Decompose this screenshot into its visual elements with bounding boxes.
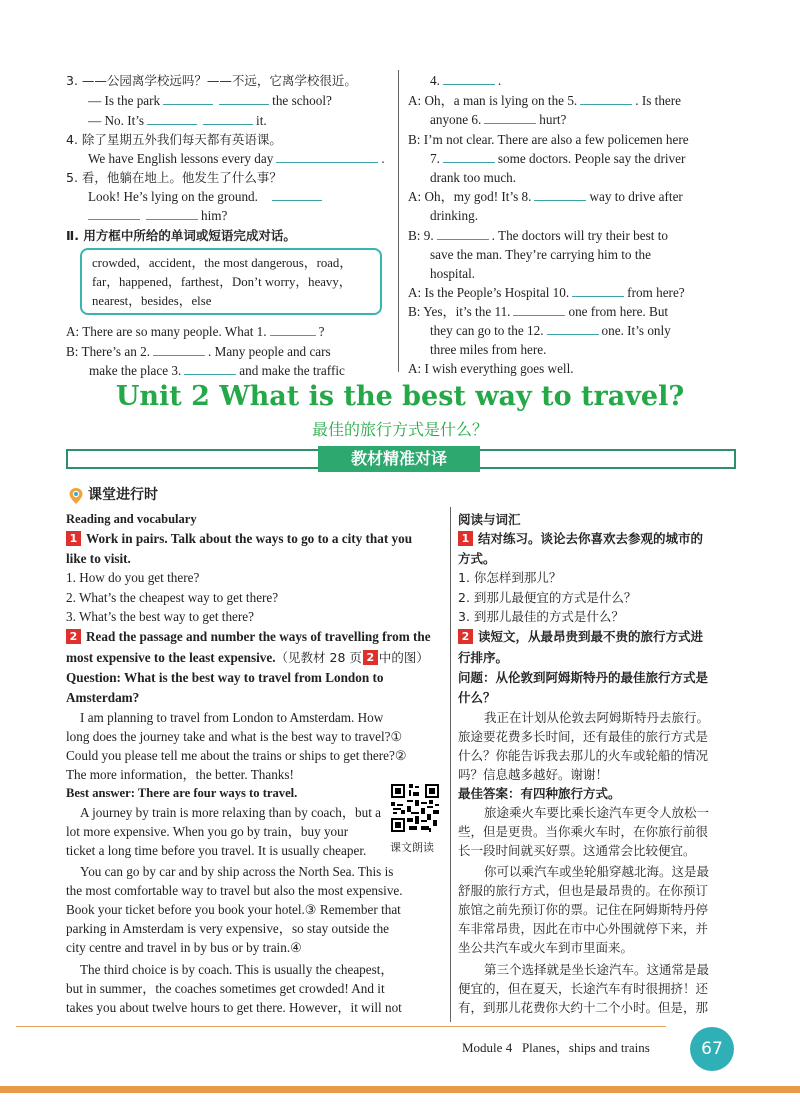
passage-line: but in summer，the coaches sometimes get crowded! And it	[66, 981, 385, 996]
passage-line: Book your ticket before you book your hotel.③ Remember that	[66, 902, 401, 917]
blank[interactable]	[146, 206, 198, 220]
passage-line: The third choice is by coach. This is usually the cheapest，	[80, 962, 394, 977]
qr-code-icon[interactable]	[389, 782, 441, 834]
dialogue-line: B: 9. . The doctors will try their best to	[408, 228, 668, 243]
blank[interactable]	[547, 321, 599, 335]
best-answer: Best answer: There are four ways to travel.	[66, 786, 298, 800]
q5-english: Look! He’s lying on the ground.	[88, 187, 325, 206]
task-number: 1	[66, 531, 81, 546]
passage-line-cn: 第三个选择就是坐长途汽车。这通常是最	[484, 962, 710, 977]
classroom-heading: 课堂进行时	[88, 487, 158, 503]
location-pin-icon	[68, 487, 84, 509]
blank[interactable]	[580, 91, 632, 105]
passage-line-cn: 什么？你能告诉我去那儿的火车或轮船的情况	[458, 748, 709, 763]
q3-english-b: — No. It’s it.	[88, 113, 267, 128]
passage-line-cn: 吗？信息越多越好。谢谢！	[458, 767, 609, 782]
blank[interactable]	[272, 187, 322, 201]
blank[interactable]	[513, 302, 565, 316]
passage-line-cn: 我正在计划从伦敦去阿姆斯特丹去旅行。	[484, 710, 710, 725]
blank[interactable]	[219, 91, 269, 105]
blank[interactable]	[88, 206, 140, 220]
dialogue-line: they can go to the 12. one. It’s only	[430, 323, 671, 338]
task-2-line: 2 Read the passage and number the ways of travelling from the	[66, 627, 431, 646]
dialogue-line: 7. some doctors. People say the driver	[430, 151, 686, 166]
q4-chinese: 4. 除了星期五外我们每天都有英语课。	[66, 132, 282, 147]
blank[interactable]	[270, 322, 316, 336]
task-number: 1	[458, 531, 473, 546]
unit-subtitle: 最佳的旅行方式是什么？	[311, 420, 488, 439]
passage-line: The more information，the better. Thanks!	[66, 767, 294, 782]
passage-line: ticket a long time before you travel. It is usually cheaper.	[66, 843, 367, 858]
dialogue-line: B: I’m not clear. There are also a few policemen here	[408, 132, 689, 147]
section-2-heading: Ⅱ. 用方框中所给的单词或短语完成对话。	[66, 228, 296, 243]
q3-english-a: — Is the park the school?	[88, 93, 332, 108]
blank[interactable]	[153, 342, 205, 356]
dialogue-line: drinking.	[430, 208, 478, 223]
task-number: 2	[363, 650, 378, 665]
question: 3. What’s the best way to get there?	[66, 609, 254, 624]
footer-rule	[16, 1026, 666, 1027]
dialogue-line: A: Is the People’s Hospital 10. from here?	[408, 285, 685, 300]
column-divider	[398, 70, 399, 372]
passage-line-cn: 舒服的旅行方式，但也是最昂贵的。在你预订	[458, 883, 709, 898]
q5-english-b: him?	[88, 206, 227, 225]
task-1-line-cn: 1 结对练习。谈论去你喜欢去参观的城市的	[458, 529, 703, 548]
passage-line: the most comfortable way to travel but also the most expensive.	[66, 883, 403, 898]
q3-chinese: 3. ——公园离学校远吗？——不远，它离学校很近。	[66, 73, 357, 88]
word-box-line: crowded，accident，the most dangerous，road，	[92, 256, 353, 270]
banner-label: 教材精准对译	[318, 446, 480, 472]
task-2-line-cn: 2 读短文，从最昂贵到最不贵的旅行方式进	[458, 627, 703, 646]
dialogue-line: B: Yes，it’s the 11. one from here. But	[408, 304, 669, 319]
passage-line: parking in Amsterdam is very expensive，so stay outside the	[66, 921, 390, 936]
passage-line: city centre and travel in by bus or by train.④	[66, 940, 302, 955]
dialogue-line: anyone 6. hurt?	[430, 112, 567, 127]
passage-line-cn: 旅途要花费多长时间，还有最佳的旅行方式是	[458, 729, 709, 744]
dialogue-line: three miles from here.	[430, 342, 547, 357]
dialogue-line: A: Oh，a man is lying on the 5. . Is there	[408, 93, 682, 108]
task-2-line-cn: 行排序。	[458, 650, 509, 665]
task-1-line-cn: 方式。	[458, 551, 496, 566]
reading-vocab-heading-cn: 阅读与词汇	[458, 512, 521, 527]
blank[interactable]	[437, 226, 489, 240]
passage-line-cn: 坐公共汽车或火车到市里面来。	[458, 940, 634, 955]
footer-bar	[0, 1086, 800, 1093]
reading-vocab-heading: Reading and vocabulary	[66, 512, 197, 526]
qr-label: 课文朗读	[390, 841, 434, 854]
blank[interactable]	[443, 149, 495, 163]
passage-line: You can go by car and by ship across the North Sea. This is	[80, 864, 394, 879]
unit-title: Unit 2 What is the best way to travel?	[115, 381, 685, 412]
passage-line-cn: 旅途乘火车要比乘长途汽车更令人放松一	[484, 805, 710, 820]
blank[interactable]	[572, 283, 624, 297]
dialogue-a1: A: There are so many people. What 1. ?	[66, 324, 325, 339]
question-line-cn: 什么？	[458, 690, 496, 705]
dialogue-b3: make the place 3. and make the traffic	[89, 363, 345, 378]
blank[interactable]	[147, 111, 197, 125]
word-box-line: nearest，besides，else	[92, 294, 212, 308]
column-divider	[450, 507, 451, 1022]
passage-line-cn: 长一段时间就买好票。这通常会比较便宜。	[458, 843, 696, 858]
q4-english: We have English lessons every day .	[88, 151, 385, 166]
task-number: 2	[66, 629, 81, 644]
passage-line-cn: 旅馆之前先预订你的票。记住在阿姆斯特丹停	[458, 902, 709, 917]
blank[interactable]	[203, 111, 253, 125]
question-line: Question: What is the best way to travel from London to	[66, 670, 384, 685]
passage-line-cn: 车非常昂贵，因此在市中心外围就停下来，并	[458, 921, 709, 936]
blank[interactable]	[163, 91, 213, 105]
task-1-line: like to visit.	[66, 551, 131, 566]
dialogue-line: 4. .	[430, 73, 502, 88]
question-cn: 1. 你怎样到那儿？	[458, 570, 562, 585]
passage-line: lot more expensive. When you go by train，buy your	[66, 824, 349, 839]
blank[interactable]	[443, 71, 495, 85]
task-1-line: 1 Work in pairs. Talk about the ways to go to a city that you	[66, 529, 412, 548]
passage-line: long does the journey take and what is the best way to travel?①	[66, 729, 403, 744]
passage-line-cn: 你可以乘汽车或坐轮船穿越北海。这是最	[484, 864, 710, 879]
passage-line: takes you about twelve hours to get there. However，it will not	[66, 1000, 402, 1015]
question-line: Amsterdam?	[66, 690, 140, 705]
question-cn: 3. 到那儿最佳的方式是什么？	[458, 609, 624, 624]
blank[interactable]	[184, 361, 236, 375]
blank[interactable]	[534, 187, 586, 201]
question-cn: 2. 到那儿最便宜的方式是什么？	[458, 590, 637, 605]
footer-module: Module 4 Planes，ships and trains	[462, 1040, 650, 1055]
dialogue-line: hospital.	[430, 266, 476, 281]
question-line-cn: 问题：从伦敦到阿姆斯特丹的最佳旅行方式是	[458, 670, 709, 685]
dialogue-b2: B: There’s an 2. . Many people and cars	[66, 344, 331, 359]
question: 1. How do you get there?	[66, 570, 200, 585]
passage-line: A journey by train is more relaxing than by coach，but a	[80, 805, 382, 820]
dialogue-line: A: Oh，my god! It’s 8. way to drive after	[408, 189, 683, 204]
q5-chinese: 5. 看，他躺在地上。他发生了什么事？	[66, 170, 282, 185]
page-number: 67	[690, 1027, 734, 1071]
best-answer-cn: 最佳答案：有四种旅行方式。	[458, 786, 621, 801]
blank[interactable]	[276, 149, 378, 163]
question: 2. What’s the cheapest way to get there?	[66, 590, 279, 605]
passage-line: Could you please tell me about the trains or ships to get there?②	[66, 748, 407, 763]
task-number: 2	[458, 629, 473, 644]
dialogue-line: A: I wish everything goes well.	[408, 361, 574, 376]
task-2-line: most expensive to the least expensive.（见教材 28 页 2 中的图）	[66, 650, 429, 665]
dialogue-line: save the man. They’re carrying him to the	[430, 247, 651, 262]
passage-line-cn: 有，到那儿花费你大约十二个小时。但是，那	[458, 1000, 709, 1015]
dialogue-line: drank too much.	[430, 170, 517, 185]
blank[interactable]	[484, 110, 536, 124]
passage-line: I am planning to travel from London to Amsterdam. How	[80, 710, 384, 725]
passage-line-cn: 些，但是更贵。当你乘火车时，在你旅行前很	[458, 824, 709, 839]
passage-line-cn: 便宜的，但在夏天，长途汽车有时很拥挤！还	[458, 981, 709, 996]
word-box-line: far，happened，farthest，Don’t worry，heavy，	[92, 275, 352, 289]
